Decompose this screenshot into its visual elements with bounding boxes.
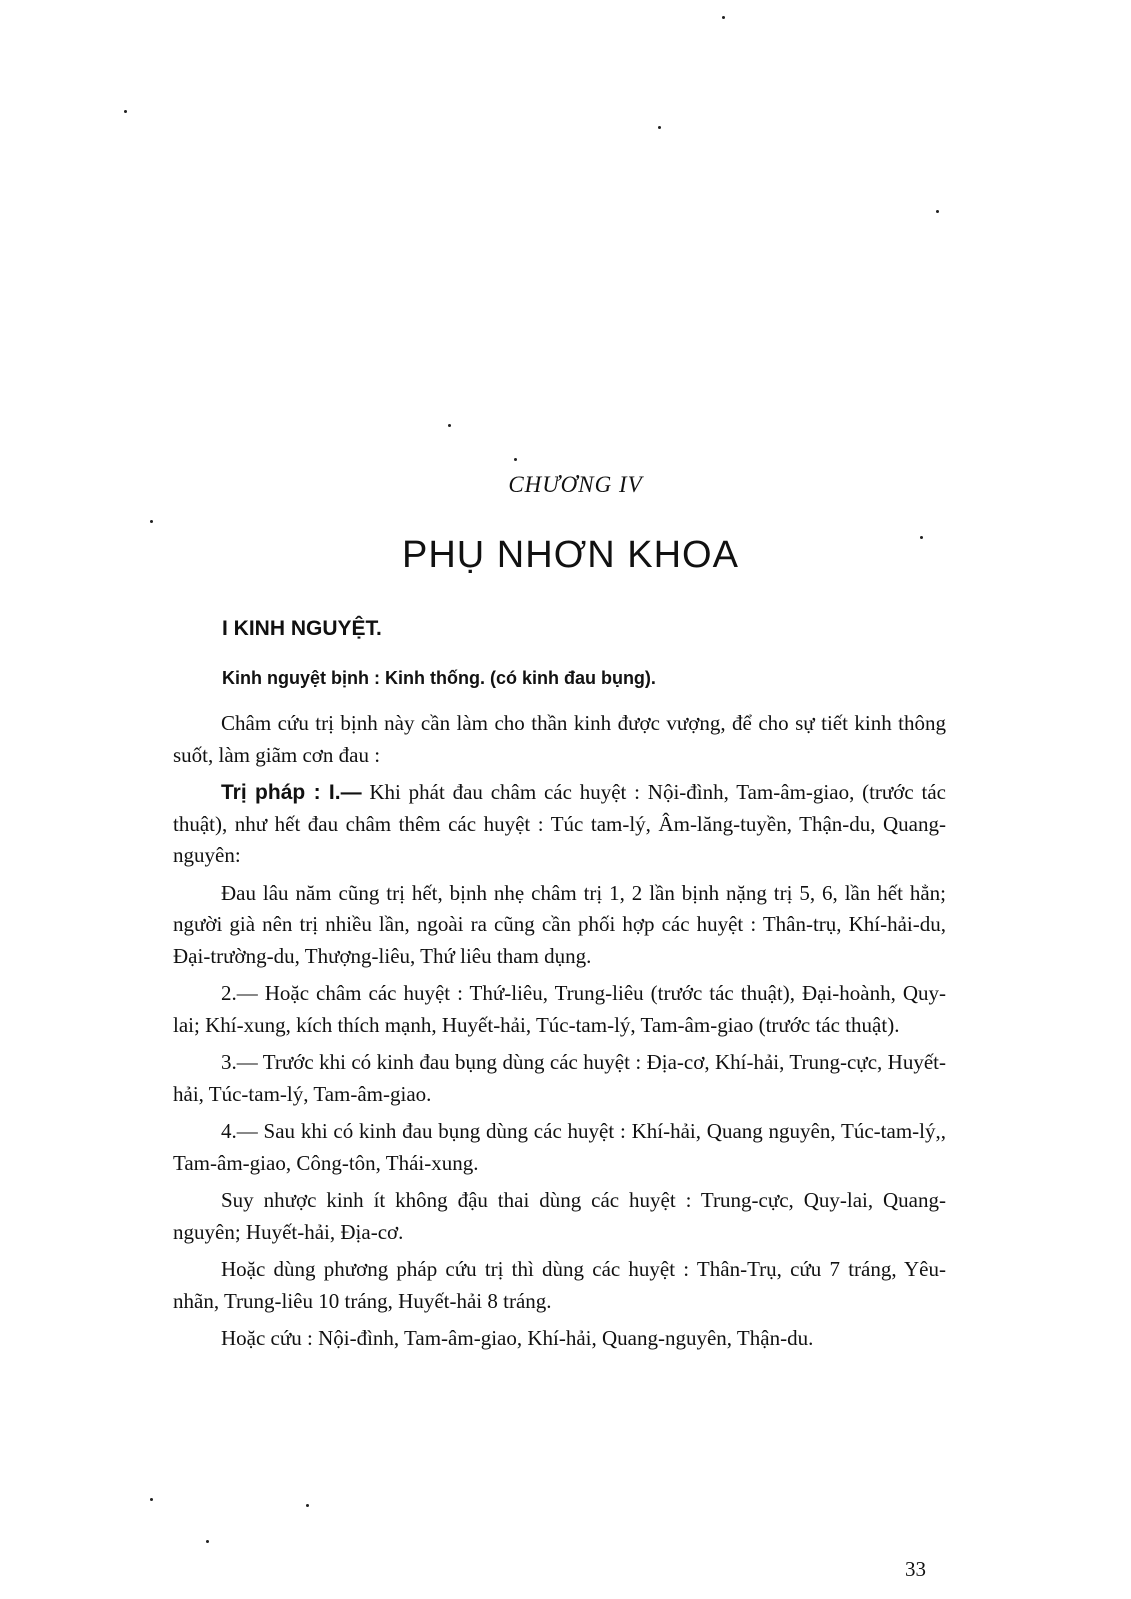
scan-speck: [206, 1540, 209, 1543]
paragraph: Hoặc dùng phương pháp cứu trị thì dùng các huyệt : Thân-Trụ, cứu 7 tráng, Yêu-nhãn, Trung-liêu 10 tráng, Huyết-hải 8 tráng.: [173, 1257, 946, 1313]
section-heading: I KINH NGUYỆT.: [222, 617, 382, 640]
paragraph-lead: Trị pháp : I.—: [221, 781, 362, 804]
scan-speck: [722, 16, 725, 19]
scan-speck: [150, 520, 153, 523]
paragraph-text: Khi phát đau châm các huyệt : Nội-đình, Tam-âm-giao, (trước tác thuật), như hết đau châm thêm các huyệt : Túc tam-lý, Âm-lăng-tuyền, Thận-du, Quang-nguyên:: [173, 780, 946, 867]
paragraph: Đau lâu năm cũng trị hết, bịnh nhẹ châm trị 1, 2 lần bịnh nặng trị 5, 6, lần hết hẳn; người già nên trị nhiều lần, ngoài ra cũng cần phối hợp các huyệt : Thân-trụ, Khí-hải-du, Đại-trường-du, Thượng-liêu, Thứ liêu tham dụng.: [173, 880, 946, 968]
page-title: PHỤ NHƠN KHOA: [402, 534, 739, 576]
scan-speck: [658, 126, 661, 129]
chapter-label: CHƯƠNG IV: [508, 472, 643, 497]
paragraph: [173, 777, 946, 872]
page-number: 33: [905, 1557, 926, 1581]
scan-speck: [124, 110, 127, 113]
scan-speck: [514, 458, 517, 461]
paragraph: 4.— Sau khi có kinh đau bụng dùng các huyệt : Khí-hải, Quang nguyên, Túc-tam-lý,, Tam-âm-giao, Công-tôn, Thái-xung.: [173, 1119, 946, 1175]
paragraph: Châm cứu trị bịnh này cần làm cho thần kinh được vượng, để cho sự tiết kinh thông suốt, làm giãm cơn đau :: [173, 711, 946, 767]
body-text: [173, 708, 946, 1361]
scan-speck: [306, 1504, 309, 1507]
scan-speck: [936, 210, 939, 213]
paragraph: Hoặc cứu : Nội-đình, Tam-âm-giao, Khí-hải, Quang-nguyên, Thận-du.: [221, 1326, 814, 1350]
paragraph: 3.— Trước khi có kinh đau bụng dùng các huyệt : Địa-cơ, Khí-hải, Trung-cực, Huyết-hải, Túc-tam-lý, Tam-âm-giao.: [173, 1050, 946, 1106]
paragraph: Suy nhược kinh ít không đậu thai dùng các huyệt : Trung-cực, Quy-lai, Quang-nguyên; Huyết-hải, Địa-cơ.: [173, 1188, 946, 1244]
paragraph: 2.— Hoặc châm các huyệt : Thứ-liêu, Trung-liêu (trước tác thuật), Đại-hoành, Quy-lai; Khí-xung, kích thích mạnh, Huyết-hải, Túc-tam-lý, Tam-âm-giao (trước tác thuật).: [173, 981, 946, 1037]
section-subheading: Kinh nguyệt bịnh : Kinh thống. (có kinh đau bụng).: [222, 668, 656, 688]
scan-speck: [448, 424, 451, 427]
scan-speck: [150, 1498, 153, 1501]
